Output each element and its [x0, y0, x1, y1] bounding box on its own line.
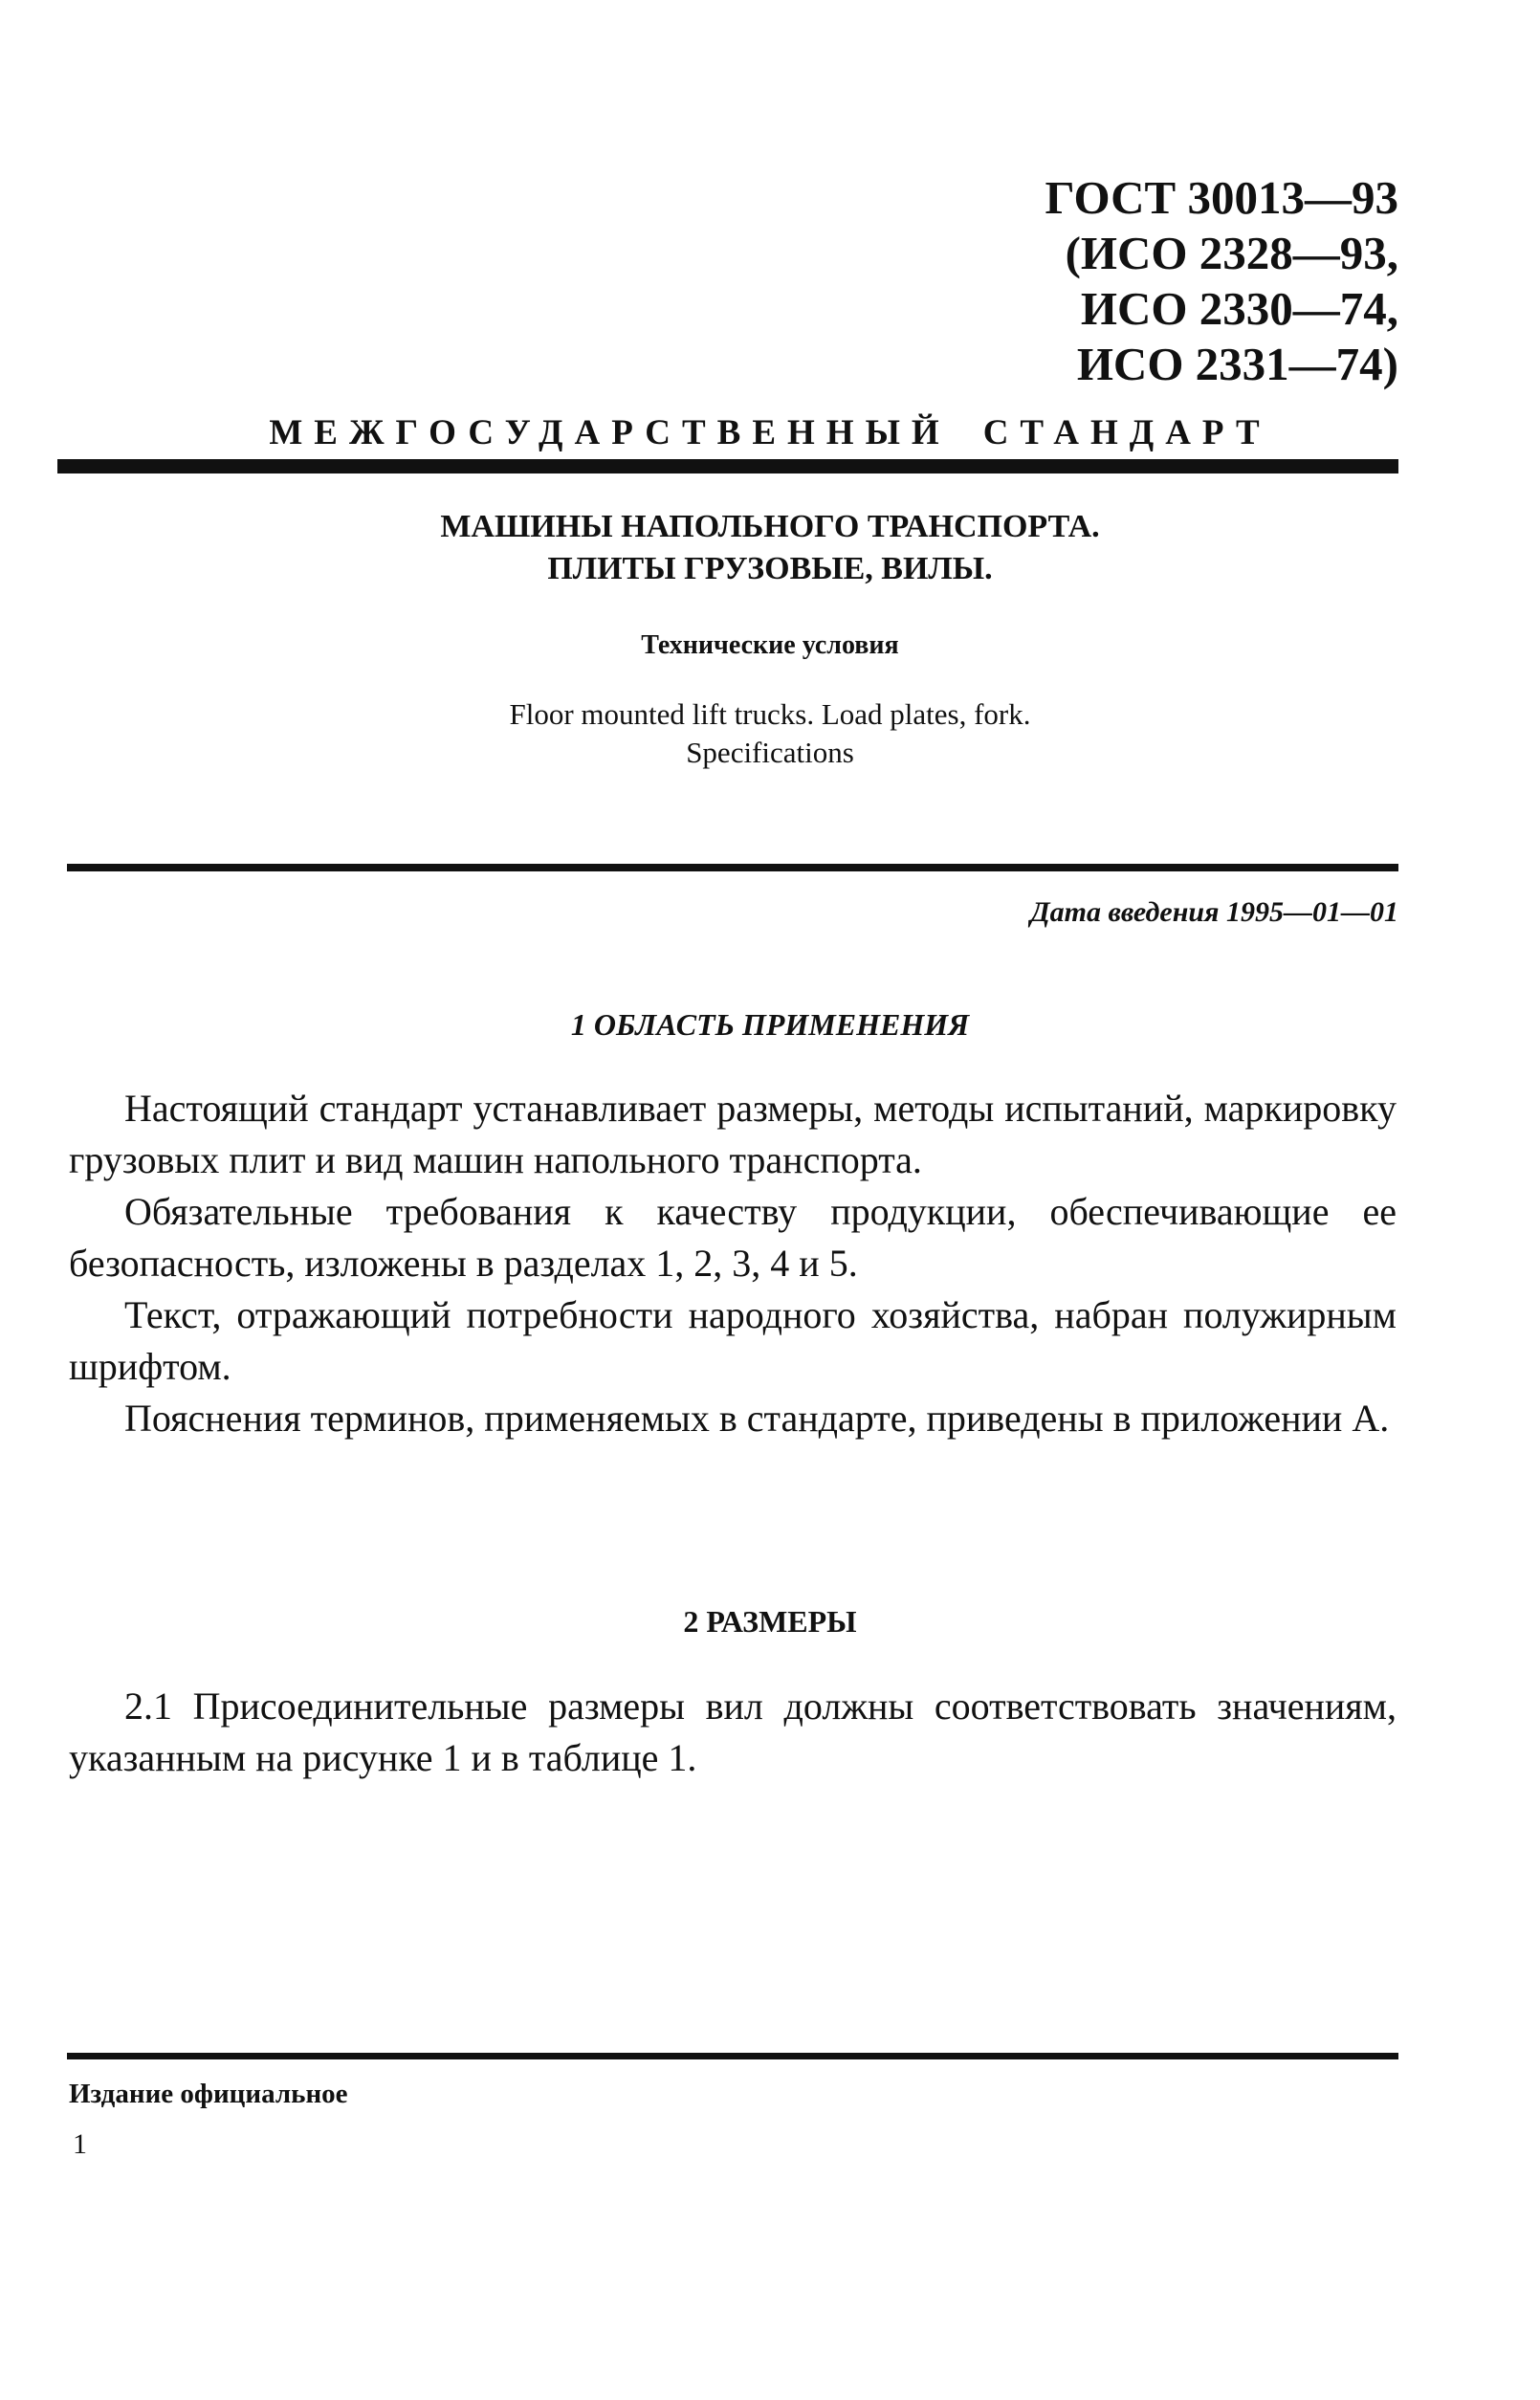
- paragraph: Текст, отражающий потребности народного хозяйства, набран полужирным шрифтом.: [69, 1293, 1397, 1388]
- section-2-body: [69, 1681, 1397, 1784]
- paragraph: 2.1 Присоединительные размеры вил должны соответствовать значениям, указанным на рисунке 1 и в таблице 1.: [69, 1684, 1397, 1779]
- paragraph: Обязательные требования к качеству продукции, обеспечивающие ее безопасность, изложены в разделах 1, 2, 3, 4 и 5.: [69, 1190, 1397, 1285]
- standard-subtitle-ru: Технические условия: [641, 630, 899, 660]
- standard-name-en: [0, 695, 1540, 772]
- standard-word: СТАНДАРТ: [982, 413, 1271, 452]
- paragraph: Настоящий стандарт устанавливает размеры, методы испытаний, маркировку грузовых плит и вид машин напольного транспорта.: [69, 1087, 1397, 1181]
- designation-line: ИСО 2331—74): [1076, 338, 1398, 390]
- introduction-date: Дата введения 1995—01—01: [1030, 896, 1398, 928]
- official-edition-note: Издание официальное: [69, 2079, 348, 2109]
- standard-name-ru: [0, 506, 1540, 590]
- standard-name-en-line: Floor mounted lift trucks. Load plates, fork.: [509, 697, 1031, 731]
- section-1-body: [69, 1083, 1397, 1444]
- document-designation: [1045, 170, 1399, 392]
- standard-name-ru-line: МАШИНЫ НАПОЛЬНОГО ТРАНСПОРТА.: [440, 509, 1100, 544]
- top-divider: [57, 459, 1398, 473]
- middle-divider: [67, 864, 1398, 871]
- bottom-divider: [67, 2053, 1398, 2059]
- standard-name-ru-line: ПЛИТЫ ГРУЗОВЫЕ, ВИЛЫ.: [547, 551, 993, 586]
- page-number: 1: [73, 2128, 87, 2160]
- interstate-word: МЕЖГОСУДАРСТВЕННЫЙ: [269, 413, 951, 452]
- designation-line: (ИСО 2328—93,: [1065, 227, 1398, 279]
- section-2-heading: 2 РАЗМЕРЫ: [683, 1604, 857, 1639]
- section-1-heading: 1 ОБЛАСТЬ ПРИМЕНЕНИЯ: [570, 1007, 970, 1042]
- paragraph: Пояснения терминов, применяемых в стандарте, приведены в приложении А.: [124, 1397, 1390, 1440]
- interstate-standard-title: [0, 412, 1540, 454]
- designation-line: ИСО 2330—74,: [1080, 282, 1398, 335]
- designation-line: ГОСТ 30013—93: [1045, 171, 1398, 224]
- standard-name-en-line: Specifications: [686, 736, 854, 769]
